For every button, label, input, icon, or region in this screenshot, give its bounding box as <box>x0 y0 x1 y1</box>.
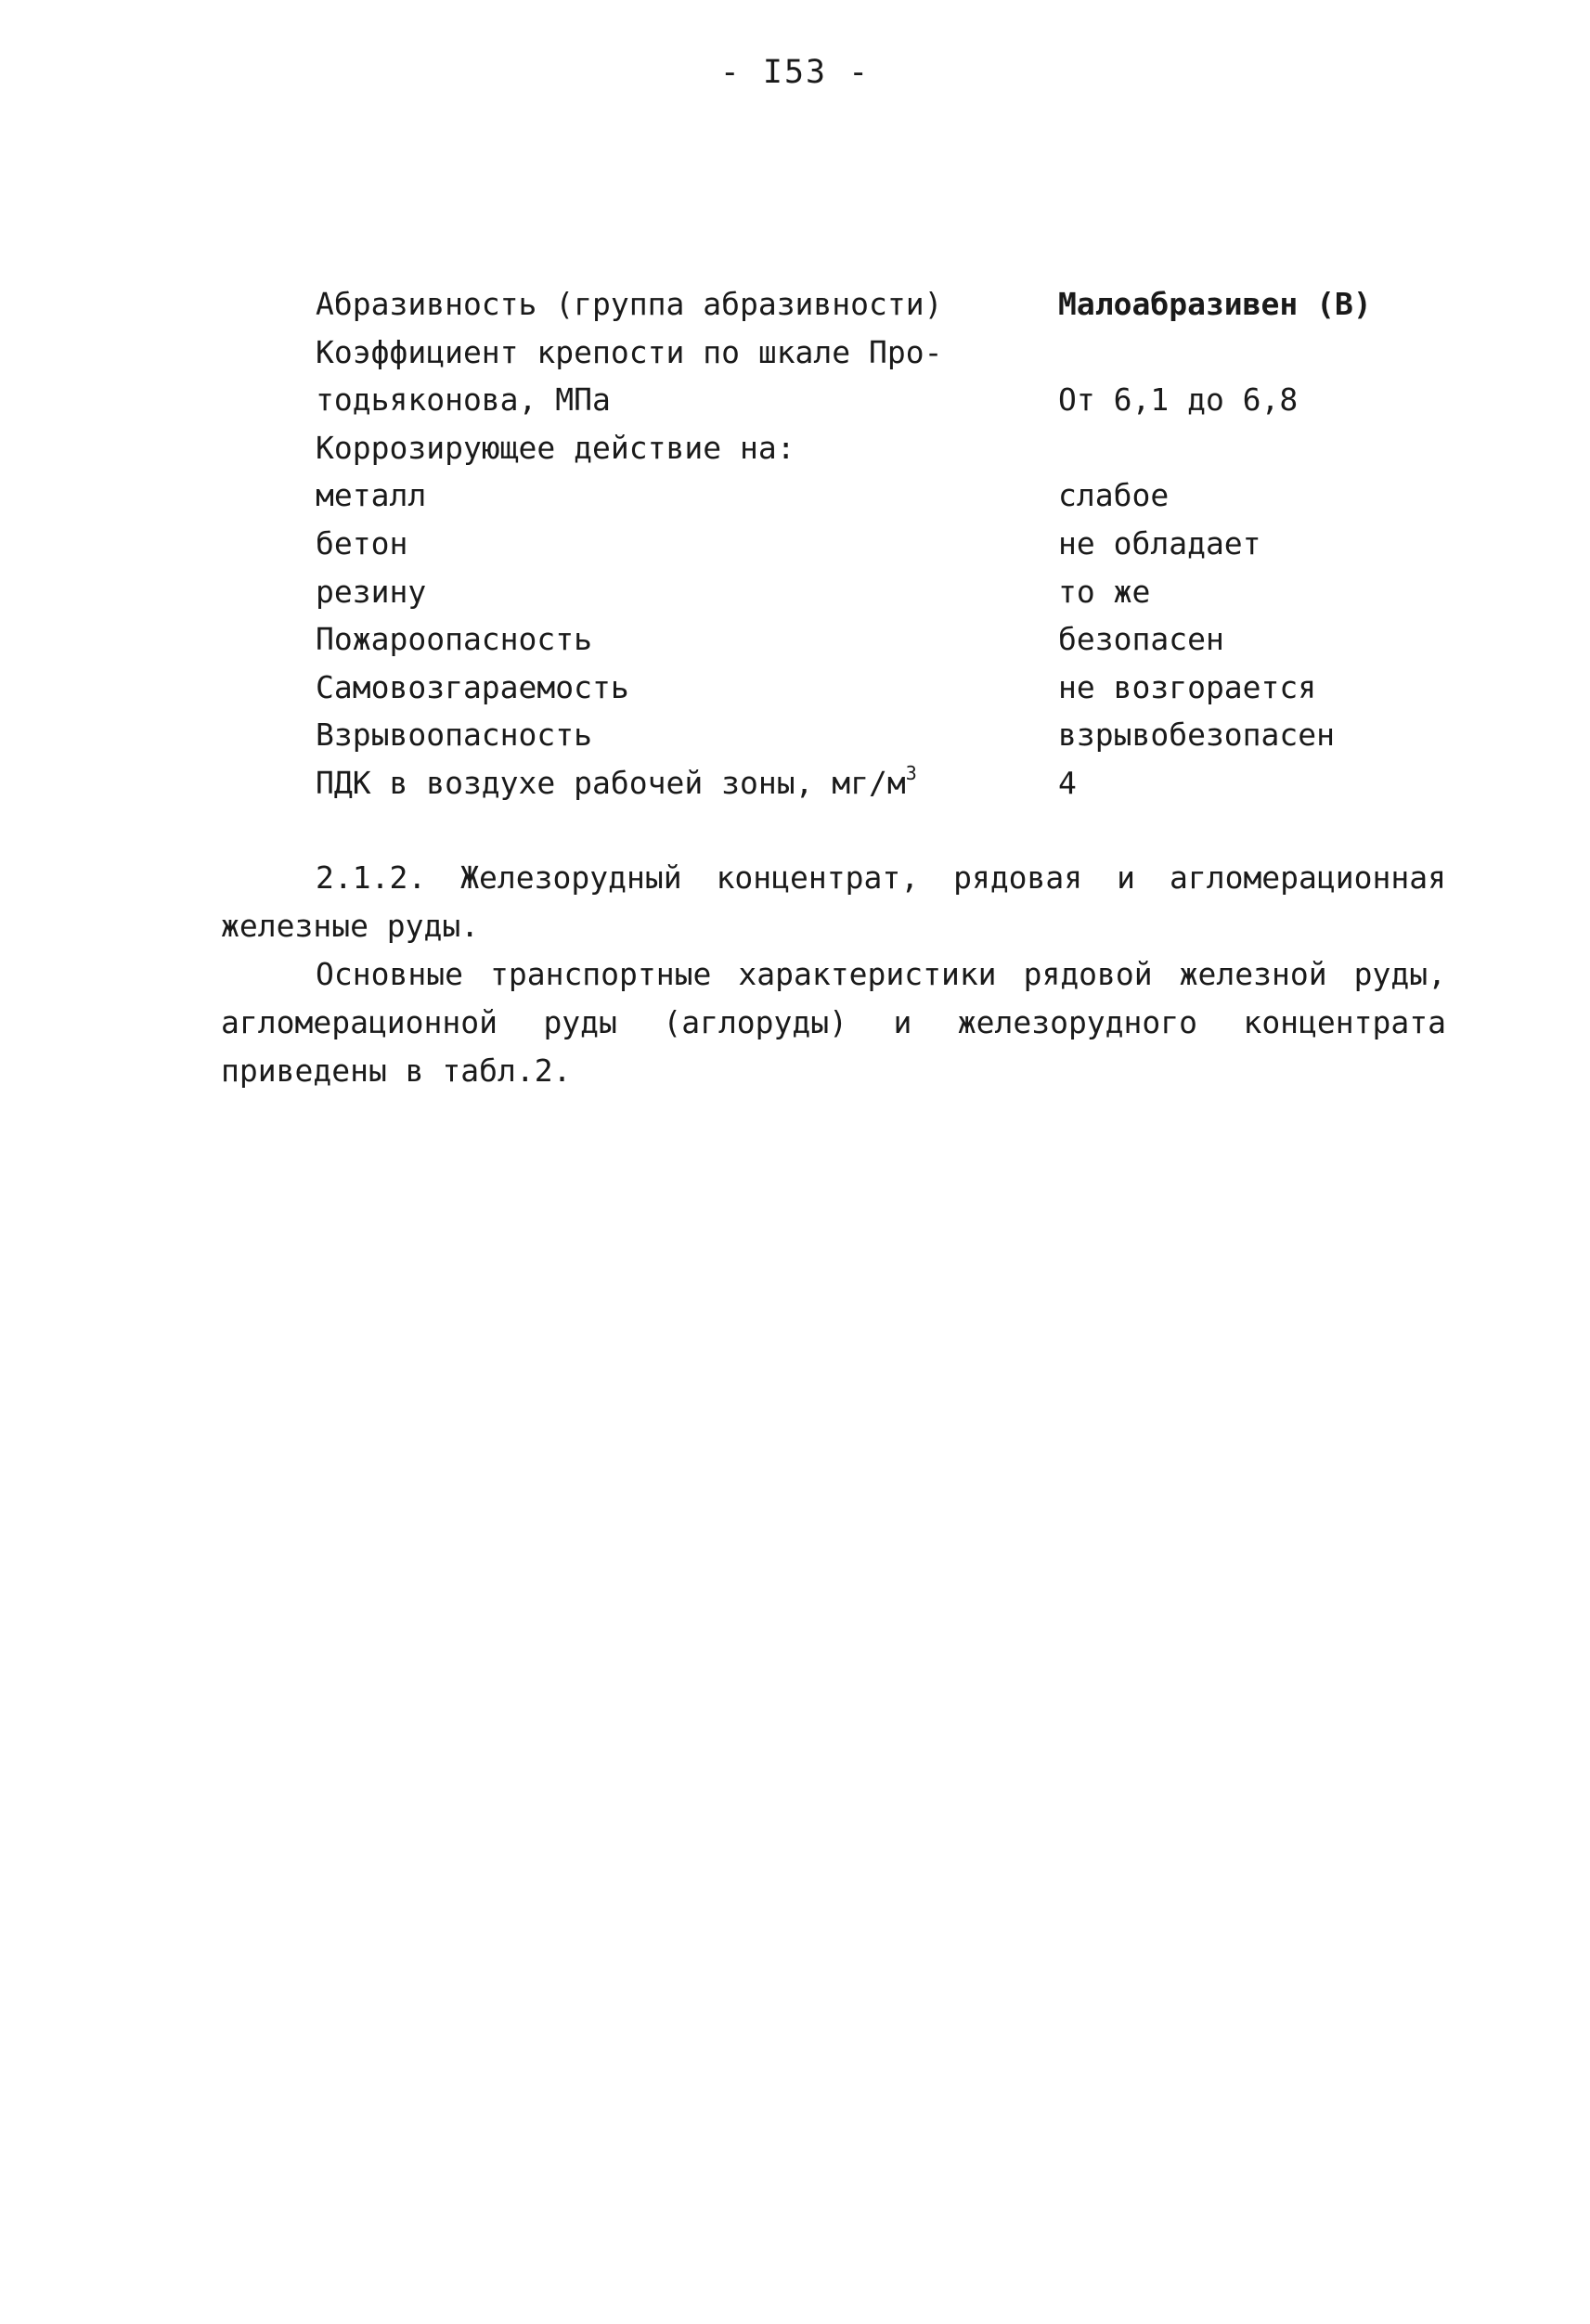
property-row <box>316 471 1448 520</box>
property-value <box>1058 329 1448 377</box>
property-row <box>316 711 1448 759</box>
property-value: взрывобезопасен <box>1058 717 1336 754</box>
page-number: - I53 - <box>719 54 871 91</box>
property-label-text: ПДК в воздухе рабочей зоны, мг/м <box>316 764 906 801</box>
property-label: Пожароопасность <box>316 621 593 658</box>
property-label: металл <box>316 477 427 514</box>
property-row <box>316 568 1448 616</box>
property-row <box>316 280 1448 329</box>
property-value <box>1058 424 1448 472</box>
section-heading-paragraph: 2.1.2. Железорудный концентрат, рядовая и агломерационная железные руды. <box>221 859 1446 944</box>
property-label: тодьяконова, МПа <box>316 381 611 419</box>
property-value: 4 <box>1058 764 1077 801</box>
property-value: От 6,1 до 6,8 <box>1058 381 1299 419</box>
property-row <box>316 424 1448 472</box>
property-label: Самовозгараемость <box>316 668 629 705</box>
property-label: Коррозирующее действие на: <box>316 429 795 466</box>
property-row <box>316 376 1448 424</box>
property-value: не обладает <box>1058 524 1261 562</box>
property-value: Малоабразивен (В) <box>1058 286 1372 322</box>
property-row <box>316 329 1448 377</box>
property-value: слабое <box>1058 477 1170 514</box>
property-row <box>316 759 1448 807</box>
property-row <box>316 520 1448 568</box>
properties-table <box>316 280 1448 807</box>
property-label: бетон <box>316 524 408 562</box>
body-paragraph: Основные транспортные характеристики рядовой железной руды, агломерационной руды (аглоруды) и железорудного концентрата приведены в табл.2. <box>221 956 1446 1089</box>
property-label <box>316 759 1058 807</box>
property-label: резину <box>316 573 427 610</box>
property-value: не возгорается <box>1058 668 1317 705</box>
property-label: Коэффициент крепости по шкале Про- <box>316 333 943 370</box>
property-label: Взрывоопасность <box>316 717 593 754</box>
property-value: то же <box>1058 573 1151 610</box>
property-row <box>316 664 1448 712</box>
property-row <box>316 615 1448 664</box>
property-value: безопасен <box>1058 621 1224 658</box>
property-label: Абразивность (группа абразивности) <box>316 286 943 322</box>
superscript-exponent: 3 <box>905 761 917 784</box>
